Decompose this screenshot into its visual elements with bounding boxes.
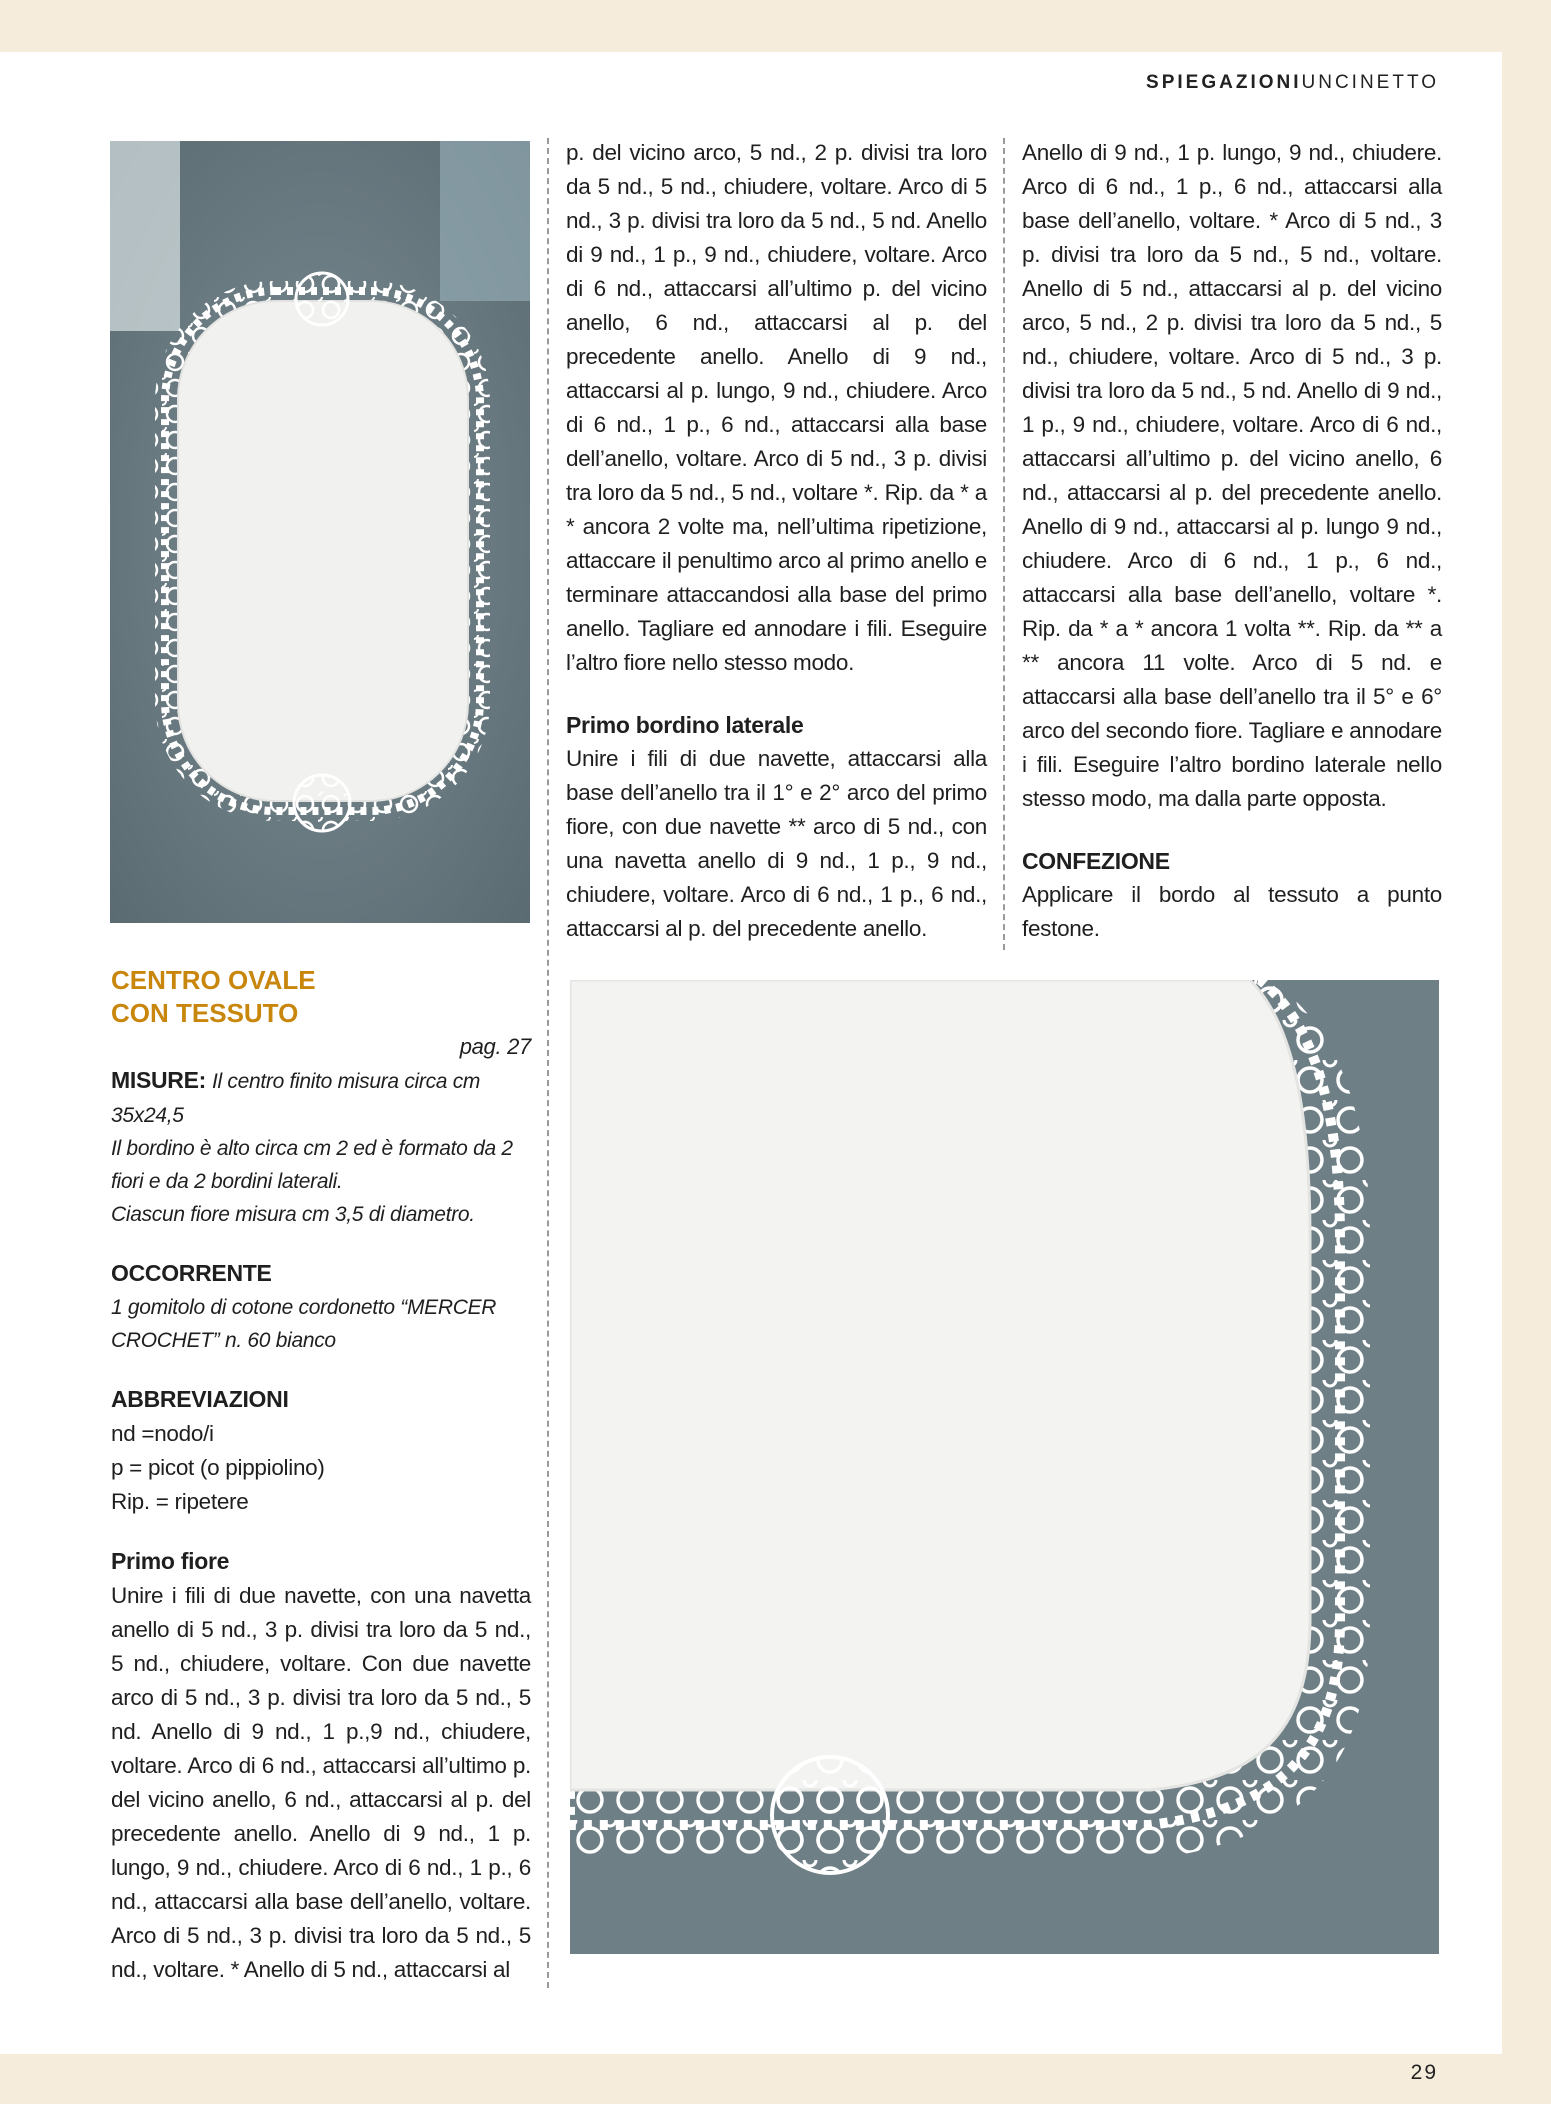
column-2 bbox=[566, 136, 987, 946]
section-header bbox=[1146, 72, 1439, 94]
column-3 bbox=[1022, 136, 1442, 946]
confezione-heading: CONFEZIONE bbox=[1022, 848, 1170, 874]
abbreviazioni-heading: ABBREVIAZIONI bbox=[111, 1386, 289, 1412]
primo-bordino-continued: Anello di 9 nd., 1 p. lungo, 9 nd., chiudere. Arco di 6 nd., 1 p., 6 nd., attaccarsi alla base dell’anello, voltare. * Arco di 5 nd., 3 p. divisi tra loro da 5 nd., 5 nd., voltare. Anello di 5 nd., attaccarsi al p. del vicino arco, 5 nd., 2 p. divisi tra loro da 5 nd., 5 nd., chiudere, voltare. Arco di 5 nd., 3 p. divisi tra loro da 5 nd., 5 nd. Anello di 9 nd., 1 p., 9 nd., chiudere, voltare. Arco di 6 nd., attaccarsi all’ultimo p. del vicino anello, 6 nd., attaccarsi al p. del precedente anello. Anello di 9 nd., attaccarsi al p. lungo 9 nd., chiudere. Arco di 6 nd., 1 p., 6 nd., attaccarsi alla base dell’anello, voltare *. Rip. da * a * ancora 1 volta **. Rip. da ** a ** ancora 11 volte. Arco di 5 nd. e attaccarsi alla base dell’anello tra il 5° e 6° arco del secondo fiore. Tagliare e annodare i fili. Eseguire l’altro bordino laterale nello stesso modo, ma dalla parte opposta. bbox=[1022, 140, 1442, 811]
column-1 bbox=[111, 964, 531, 1987]
magazine-page bbox=[0, 52, 1502, 2084]
fiore-info: Ciascun fiore misura cm 3,5 di diametro. bbox=[111, 1203, 475, 1226]
confezione-text: Applicare il bordo al tessuto a punto festone. bbox=[1022, 882, 1442, 941]
misure-paragraph bbox=[111, 1064, 531, 1132]
occorrente-heading: OCCORRENTE bbox=[111, 1260, 272, 1286]
bordino-info: Il bordino è alto circa cm 2 ed è formato da 2 fiori e da 2 bordini laterali. bbox=[111, 1137, 513, 1193]
misure-text: Il centro finito misura circa cm 35x24,5 bbox=[111, 1070, 481, 1127]
doily-detail-photo bbox=[570, 980, 1439, 1954]
primo-bordino-text: Unire i fili di due navette, attaccarsi alla base dell’anello tra il 1° e 2° arco del primo fiore, con due navette ** arco di 5 nd., con una navetta anello di 9 nd., 1 p., 9 nd., chiudere, voltare. Arco di 6 nd., 1 p., 6 nd., attaccarsi al p. del precedente anello. bbox=[566, 746, 987, 941]
primo-bordino-heading: Primo bordino laterale bbox=[566, 712, 804, 738]
page-number: 29 bbox=[1410, 2061, 1438, 2084]
doily-full-photo bbox=[110, 141, 530, 923]
primo-fiore-text: Unire i fili di due navette, con una navetta anello di 5 nd., 3 p. divisi tra loro da 5 nd., 5 nd., chiudere, voltare. Con due navette arco di 5 nd., 3 p. divisi tra loro da 5 nd., 5 nd. Anello di 9 nd., 1 p.,9 nd., chiudere, voltare. Arco di 6 nd., attaccarsi all’ultimo p. del vicino anello, 6 nd., attaccarsi al p. del precedente anello. Anello di 9 nd., 1 p. lungo, 9 nd., chiudere. Arco di 6 nd., 1 p., 6 nd., attaccarsi alla base dell’anello, voltare. Arco di 5 nd., 3 p. divisi tra loro da 5 nd., 5 nd., voltare. * Anello di 5 nd., attaccarsi al bbox=[111, 1583, 531, 1982]
abbreviation-item: p = picot (o pippiolino) bbox=[111, 1455, 325, 1480]
occorrente-text: 1 gomitolo di cotone cordonetto “MERCER CROCHET” n. 60 bianco bbox=[111, 1296, 497, 1352]
subsection-label: UNCINETTO bbox=[1301, 72, 1439, 93]
primo-fiore-heading: Primo fiore bbox=[111, 1548, 230, 1574]
primo-fiore-continued: p. del vicino arco, 5 nd., 2 p. divisi tra loro da 5 nd., 5 nd., chiudere, voltare. Arco di 5 nd., 3 p. divisi tra loro da 5 nd., 5 nd. Anello di 9 nd., 1 p., 9 nd., chiudere, voltare. Arco di 6 nd., attaccarsi all’ultimo p. del vicino anello, 6 nd., attaccarsi al p. del precedente anello. Anello di 9 nd., attaccarsi al p. lungo, 9 nd., chiudere. Arco di 6 nd., 1 p., 6 nd., attaccarsi alla base dell’anello, voltare. Arco di 5 nd., 3 p. divisi tra loro da 5 nd., 5 nd., voltare *. Rip. da * a * ancora 2 volte ma, nell’ultima ripetizione, attaccare il penultimo arco al primo anello e terminare attaccandosi alla base del primo anello. Tagliare ed annodare i fili. Eseguire l’altro fiore nello stesso modo. bbox=[566, 140, 987, 675]
column-divider bbox=[1003, 138, 1005, 950]
abbreviation-item: Rip. = ripetere bbox=[111, 1489, 249, 1514]
column-divider bbox=[547, 138, 549, 1988]
article-title-line1: CENTRO OVALE bbox=[111, 965, 316, 995]
abbreviation-item: nd =nodo/i bbox=[111, 1421, 214, 1446]
page-reference: pag. 27 bbox=[459, 1034, 531, 1059]
article-title-line2: CON TESSUTO bbox=[111, 998, 299, 1028]
section-label: SPIEGAZIONI bbox=[1146, 72, 1302, 93]
misure-label: MISURE: bbox=[111, 1067, 207, 1093]
